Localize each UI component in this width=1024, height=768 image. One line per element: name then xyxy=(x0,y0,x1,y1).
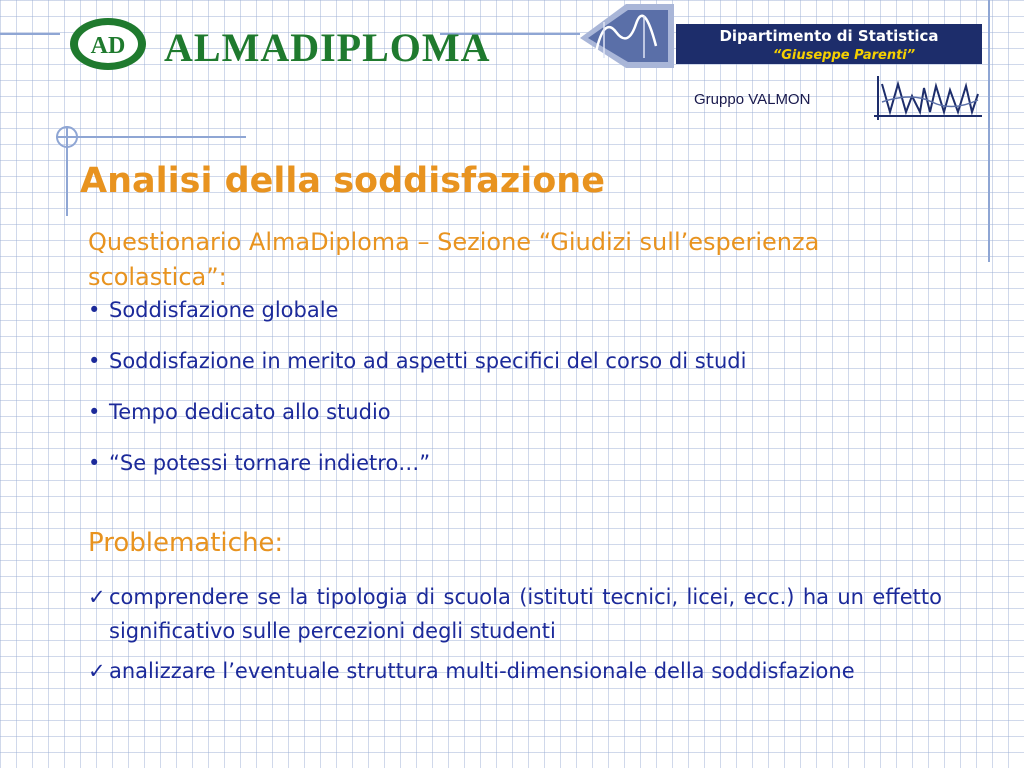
department-logo xyxy=(574,2,984,70)
problem-list xyxy=(88,580,942,694)
list-item xyxy=(88,448,948,478)
bullet-text: Soddisfazione in merito ad aspetti specifici del corso di studi xyxy=(109,349,747,373)
bullet-text: Soddisfazione globale xyxy=(109,298,339,322)
bullet-icon: • xyxy=(88,451,101,475)
decorative-line xyxy=(56,136,246,138)
bullet-icon: • xyxy=(88,298,101,322)
decorative-line xyxy=(0,33,60,35)
department-name: Dipartimento di Statistica xyxy=(719,27,939,45)
almadiploma-logo xyxy=(68,16,491,72)
list-item xyxy=(88,295,948,325)
bullet-icon: • xyxy=(88,400,101,424)
list-item xyxy=(88,346,948,376)
list-item xyxy=(88,397,948,427)
checkmark-icon: ✓ xyxy=(88,659,106,683)
bullet-text: Tempo dedicato allo studio xyxy=(109,400,391,424)
department-subtitle: “Giuseppe Parenti” xyxy=(772,48,916,63)
list-item xyxy=(88,580,942,648)
problem-text: comprendere se la tipologia di scuola (istituti tecnici, licei, ecc.) ha un effetto significativo sulle percezioni degli studenti xyxy=(109,585,942,643)
bullet-text: “Se potessi tornare indietro…” xyxy=(109,451,431,475)
decorative-circle xyxy=(56,126,78,148)
bullet-list xyxy=(88,295,948,499)
bullet-icon: • xyxy=(88,349,101,373)
intro-text: Questionario AlmaDiploma – Sezione “Giudizi sull’esperienza scolastica”: xyxy=(88,228,820,291)
problem-text: analizzare l’eventuale struttura multi-dimensionale della soddisfazione xyxy=(109,659,855,683)
group-label: Gruppo VALMON xyxy=(694,91,811,108)
decorative-line xyxy=(988,0,990,262)
valmon-logo xyxy=(872,72,984,122)
checkmark-icon: ✓ xyxy=(88,585,106,609)
problem-heading: Problematiche: xyxy=(88,528,284,558)
almadiploma-wordmark: ALMADIPLOMA xyxy=(164,25,491,70)
almadiploma-badge: AD xyxy=(90,33,126,59)
slide-title: Analisi della soddisfazione xyxy=(80,161,605,201)
list-item xyxy=(88,654,942,688)
